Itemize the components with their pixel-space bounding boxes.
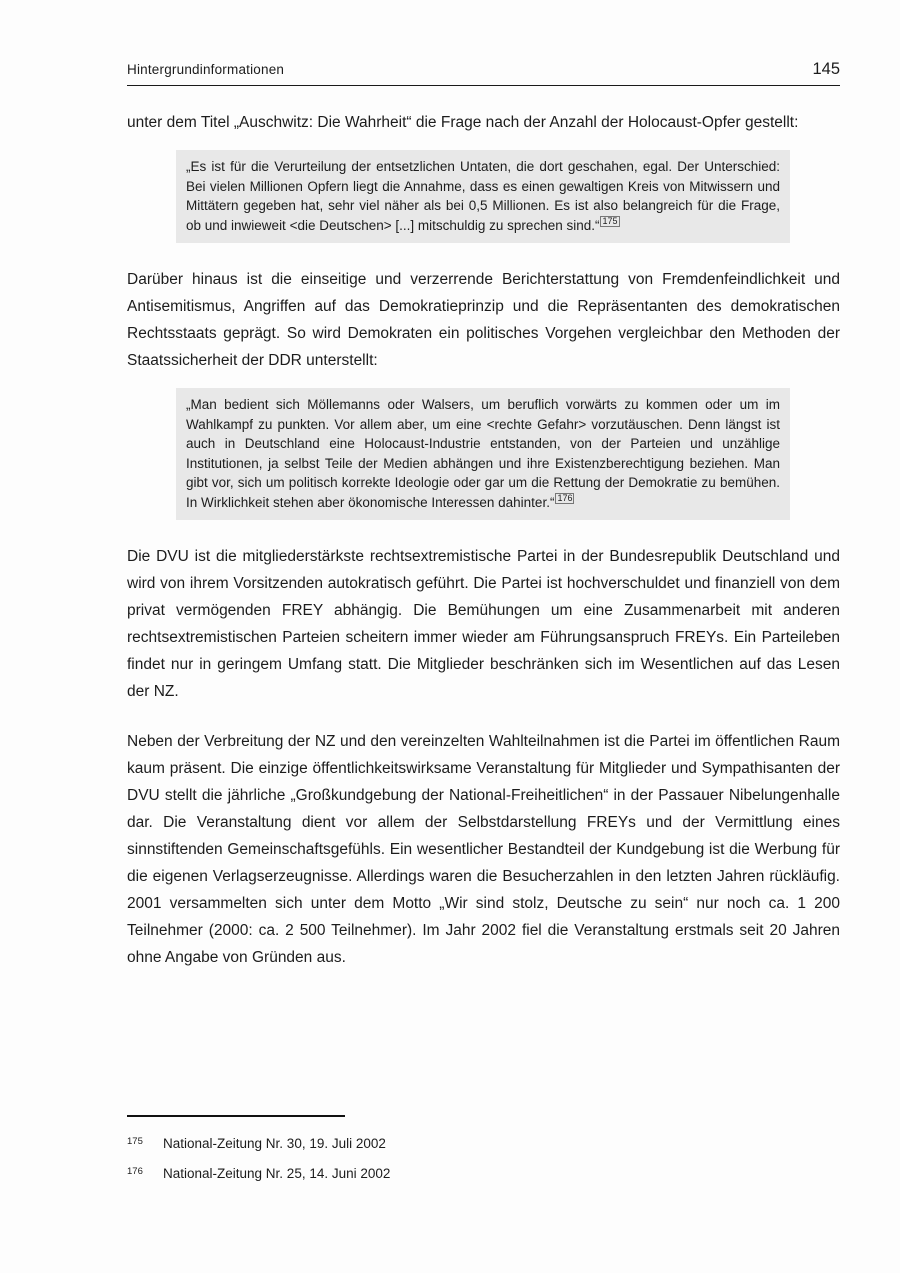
footnote-number: 175 (127, 1136, 143, 1147)
footnote-number: 176 (127, 1166, 143, 1177)
footnote-text: National-Zeitung Nr. 25, 14. Juni 2002 (163, 1166, 391, 1181)
footnote-area (127, 1115, 840, 1273)
quote-2-text: „Man bedient sich Möllemanns oder Walsers, um beruflich vorwärts zu kommen oder um im Wahlkampf zu punkten. Vor allem aber, um eine <rechte Gefahr> vorzutäuschen. Denn längst ist auch in Deutschland eine Holocaust-Industrie entstanden, von der Parteien und unzählige Institutionen, ja selbst Teile der Medien abhängen und ihre Existenzberechtigung beziehen. Man gibt vor, sich um politisch korrekte Ideologie oder gar um die Rettung der Demokratie zu bemühen. In Wirklichkeit stehen aber ökonomische Interessen dahinter.“ (186, 397, 780, 510)
block-quote-1 (176, 150, 790, 243)
paragraph-4: Neben der Verbreitung der NZ und den vereinzelten Wahlteilnahmen ist die Partei im öffentlichen Raum kaum präsent. Die einzige öffentlichkeitswirksame Veranstaltung für Mitglieder und Sympathisanten der DVU stellt die jährliche „Großkundgebung der National-Freiheitlichen“ in der Passauer Nibelungenhalle dar. Die Veranstaltung dient vor allem der Selbstdarstellung FREYs und der Vermittlung eines sinnstiftenden Gemeinschaftsgefühls. Ein wesentlicher Bestandteil der Kundgebung ist die Werbung für die eigenen Verlagserzeugnisse. Allerdings waren die Besucherzahlen in den letzten Jahren rückläufig. 2001 versammelten sich unter dem Motto „Wir sind stolz, Deutsche zu sein“ nur noch ca. 1 200 Teilnehmer (2000: ca. 2 500 Teilnehmer). Im Jahr 2002 fiel die Veranstaltung erstmals seit 20 Jahren ohne Angabe von Gründen aus. (127, 733, 840, 966)
page-header (127, 60, 840, 86)
footnote-ref-176[interactable]: 176 (557, 493, 573, 503)
page-body (127, 86, 840, 971)
paragraph-3: Die DVU ist die mitgliederstärkste rechtsextremistische Partei in der Bundesrepublik Deutschland und wird von ihrem Vorsitzenden autokratisch geführt. Die Partei ist hochverschuldet und finanziell von dem privat vermögenden FREY abhängig. Die Bemühungen um eine Zusammenarbeit mit anderen rechtsextremistischen Parteien scheitern immer wieder am Führungsanspruch FREYs. Ein Parteileben findet nur in geringem Umfang statt. Die Mitglieder beschränken sich im Wesentlichen auf das Lesen der NZ. (127, 548, 840, 700)
footnote-separator-rule (127, 1115, 345, 1117)
quote-1-text: „Es ist für die Verurteilung der entsetzlichen Untaten, die dort geschahen, egal. Der Unterschied: Bei vielen Millionen Opfern liegt die Annahme, dass es einen gewaltigen Kreis von Mitwissern und Mittätern gegeben hat, sehr viel näher als bei 0,5 Millionen. Es ist also belangreich für die Frage, ob und inwieweit <die Deutschen> [...] mitschuldig zu sprechen sind.“ (186, 159, 780, 233)
paragraph-intro: unter dem Titel „Auschwitz: Die Wahrheit“ die Frage nach der Anzahl der Holocaust-Opfer gestellt: (127, 114, 799, 131)
footnote-text: National-Zeitung Nr. 30, 19. Juli 2002 (163, 1136, 386, 1151)
block-quote-2 (176, 388, 790, 520)
footnote-ref-175[interactable]: 175 (602, 216, 618, 226)
page-number: 145 (812, 60, 840, 78)
footnote-176 (127, 1165, 840, 1184)
footnote-175 (127, 1135, 840, 1154)
running-header-title: Hintergrundinformationen (127, 62, 285, 77)
paragraph-2: Darüber hinaus ist die einseitige und verzerrende Berichterstattung von Fremdenfeindlichkeit und Antisemitismus, Angriffen auf das Demokratieprinzip und die Repräsentanten des demokratischen Rechtsstaats geprägt. So wird Demokraten ein politisches Vorgehen vergleichbar den Methoden der Staatssicherheit der DDR unterstellt: (127, 271, 840, 369)
